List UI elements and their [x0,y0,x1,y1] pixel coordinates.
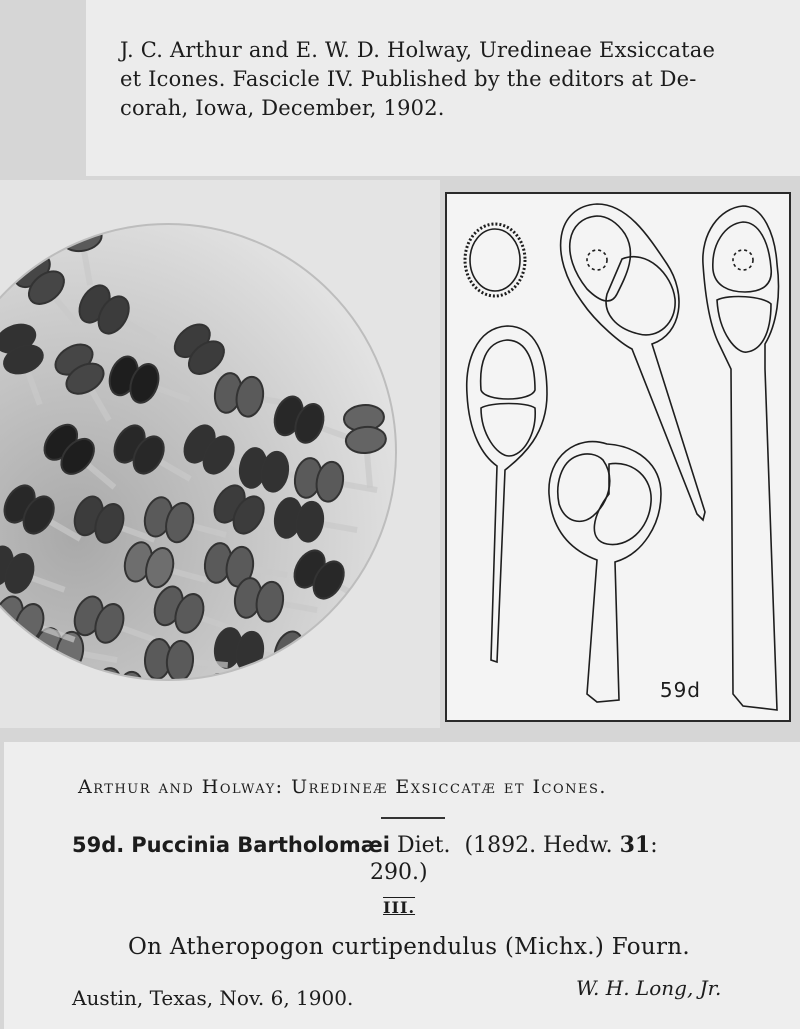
teliospore-cell [481,340,535,399]
teliospore-outline [561,204,705,520]
citation-line: J. C. Arthur and E. W. D. Holway, Uredineae Exsiccatae [120,38,716,62]
germ-pore [733,250,753,270]
teliospore-outline [703,206,779,710]
teliospore-cell [594,463,651,544]
germ-pore [587,250,607,270]
micrograph-panel [0,180,440,728]
teliospore-cell [558,454,610,521]
teliospore-outline [549,442,661,702]
species-name: Puccinia Bartholomæi [131,833,390,857]
urediniospore-outline [465,224,525,296]
host-plant: On Atheropogon curtipendulus (Michx.) Fourn. [128,934,691,960]
species-citation-continued: 290.) [370,860,428,885]
teliospore-cell [717,297,771,353]
citation-line: et Icones. Fascicle IV. Published by the editors at De- [120,67,697,91]
spore-stage: III. [383,898,416,917]
publication-citation [120,36,760,123]
species-heading [72,830,772,861]
citation-volume: 31 [619,832,651,858]
citation-colon: : [650,833,658,858]
citation-label [86,0,800,176]
teliospore-cell [713,222,771,292]
teliospore-micrograph [0,180,440,728]
series-title: Arthur and Holway: Uredineæ Exsiccatæ et Icones. [78,776,607,798]
collector-name: W. H. Long, Jr. [576,976,722,1000]
species-citation: (1892. Hedw. [464,833,613,858]
urediniospore-inner [470,229,520,291]
spore-drawing-panel [445,192,791,722]
species-authority: Diet. [396,833,451,858]
species-number: 59d. [72,833,125,857]
divider-rule [381,817,445,819]
citation-line: corah, Iowa, December, 1902. [120,96,445,120]
collection-locality: Austin, Texas, Nov. 6, 1900. [72,986,354,1010]
figure-number: 59d [659,678,701,702]
teliospore-drawing [447,194,789,720]
